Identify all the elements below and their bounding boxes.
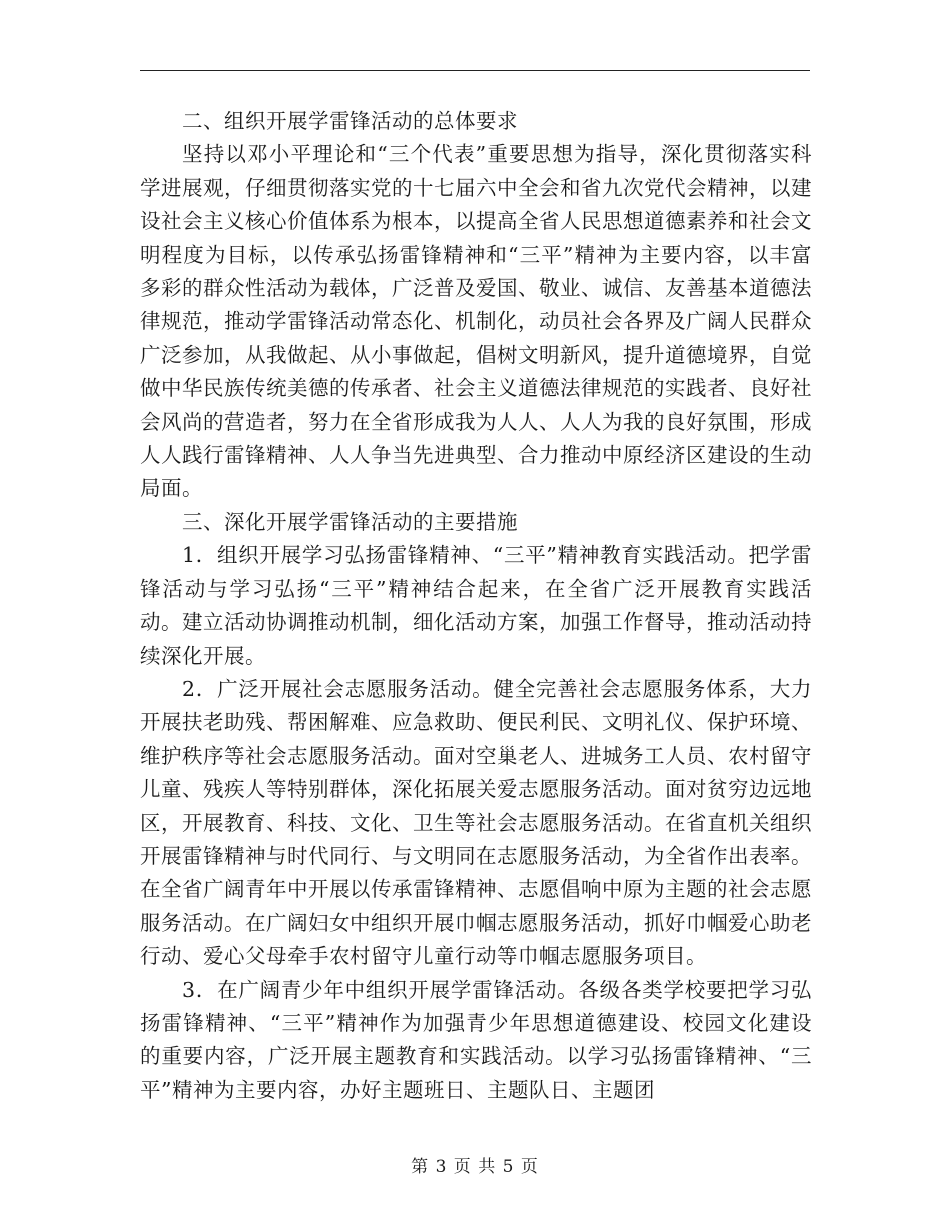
paragraph-measure-3: 3．在广阔青少年中组织开展学雷锋活动。各级各类学校要把学习弘扬雷锋精神、“三平”精神作为加强青少年思想道德建设、校园文化建设的重要内容，广泛开展主题教育和实践活动。以学习弘扬雷锋精神、“三平”精神为主要内容，办好主题班日、主题队日、主题团	[140, 977, 812, 1102]
document-body	[140, 105, 812, 1107]
section-heading-2: 二、组织开展学雷锋活动的总体要求	[182, 109, 519, 133]
page-number-label: 第 3 页 共 5 页	[411, 1157, 539, 1177]
paragraph-measure-2: 2．广泛开展社会志愿服务活动。健全完善社会志愿服务体系，大力开展扶老助残、帮困解难、应急救助、便民利民、文明礼仪、保护环境、维护秩序等社会志愿服务活动。面对空巢老人、进城务工人员、农村留守儿童、残疾人等特别群体，深化拓展关爱志愿服务活动。面对贫穷边远地区，开展教育、科技、文化、卫生等社会志愿服务活动。在省直机关组织开展雷锋精神与时代同行、与文明同在志愿服务活动，为全省作出表率。在全省广阔青年中开展以传承雷锋精神、志愿倡响中原为主题的社会志愿服务活动。在广阔妇女中组织开展巾帼志愿服务活动，抓好巾帼爱心助老行动、爱心父母牵手农村留守儿童行动等巾帼志愿服务项目。	[140, 676, 812, 969]
section-heading-3: 三、深化开展学雷锋活动的主要措施	[182, 509, 519, 534]
header-divider	[140, 70, 810, 71]
paragraph-measure-1: 1．组织开展学习弘扬雷锋精神、“三平”精神教育实践活动。把学雷锋活动与学习弘扬“三平”精神结合起来，在全省广泛开展教育实践活动。建立活动协调推动机制，细化活动方案，加强工作督导，推动活动持续深化开展。	[140, 543, 812, 668]
paragraph-general-requirements: 坚持以邓小平理论和“三个代表”重要思想为指导，深化贯彻落实科学进展观，仔细贯彻落实党的十七届六中全会和省九次党代会精神，以建设社会主义核心价值体系为根本，以提高全省人民思想道德素养和社会文明程度为目标，以传承弘扬雷锋精神和“三平”精神为主要内容，以丰富多彩的群众性活动为载体，广泛普及爱国、敬业、诚信、友善基本道德法律规范，推动学雷锋活动常态化、机制化，动员社会各界及广阔人民群众广泛参加，从我做起、从小事做起，倡树文明新风，提升道德境界，自觉做中华民族传统美德的传承者、社会主义道德法律规范的实践者、良好社会风尚的营造者，努力在全省形成我为人人、人人为我的良好氛围，形成人人践行雷锋精神、人人争当先进典型、合力推动中原经济区建设的生动局面。	[140, 142, 812, 501]
page-footer	[0, 1152, 950, 1177]
